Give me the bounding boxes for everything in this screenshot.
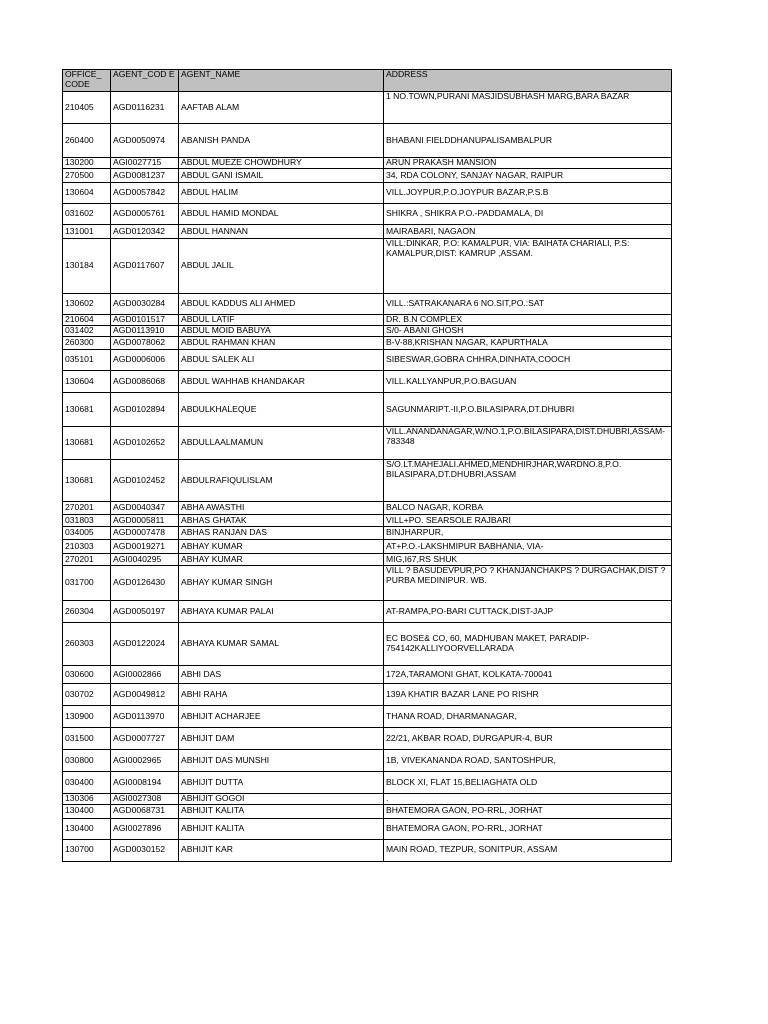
agent-code-cell: AGD0050974 [111, 124, 179, 158]
agent-code-cell: AGD0030152 [111, 839, 179, 861]
agent-name-cell: ABHIJIT DAS MUNSHI [179, 750, 384, 772]
office-code-cell: 031700 [63, 566, 111, 601]
office-code-cell: 130900 [63, 706, 111, 728]
address-cell: MIG,I67,RS SHUK [384, 554, 672, 566]
table-row [63, 460, 672, 502]
agent-name-cell: ABHI RAHA [179, 684, 384, 706]
agent-name-cell: ABHA AWASTHI [179, 502, 384, 515]
office-code-cell: 131001 [63, 225, 111, 239]
table-row [63, 804, 672, 818]
office-code-cell: 130604 [63, 371, 111, 393]
agent-code-cell: AGD0102452 [111, 460, 179, 502]
agent-name-cell: ABANISH PANDA [179, 124, 384, 158]
office-code-cell: 130681 [63, 393, 111, 427]
table-row [63, 527, 672, 540]
office-code-cell: 130602 [63, 294, 111, 315]
office-code-cell: 030600 [63, 666, 111, 684]
office-code-cell: 260300 [63, 337, 111, 350]
address-cell: 172A,TARAMONI GHAT, KOLKATA-700041 [384, 666, 672, 684]
agent-name-cell: ABDUL SALEK ALI [179, 350, 384, 371]
table-row [63, 566, 672, 601]
agent-code-cell: AGI0027308 [111, 794, 179, 805]
address-cell: 1B, VIVEKANANDA ROAD, SANTOSHPUR, [384, 750, 672, 772]
table-body [63, 92, 672, 862]
office-code-cell: 030400 [63, 772, 111, 794]
agent-name-cell: ABHAS GHATAK [179, 515, 384, 527]
table-row [63, 124, 672, 158]
agent-name-cell: ABDUL GANI ISMAIL [179, 169, 384, 183]
address-cell: VILL ? BASUDEVPUR,PO ? KHANJANCHAKPS ? DURGACHAK,DIST ? PURBA MEDINIPUR. WB. [384, 566, 672, 601]
table-row [63, 427, 672, 460]
agent-name-cell: ABHIJIT DUTTA [179, 772, 384, 794]
agent-code-cell: AGI0040295 [111, 554, 179, 566]
table-row [63, 515, 672, 527]
table-row [63, 818, 672, 839]
agent-name-cell: ABDUL WAHHAB KHANDAKAR [179, 371, 384, 393]
address-cell: EC BOSE& CO, 60, MADHUBAN MAKET, PARADIP-754142KALLIYOORVELLARADA [384, 623, 672, 666]
agent-name-cell: AAFTAB ALAM [179, 92, 384, 124]
agent-code-cell: AGD0126430 [111, 566, 179, 601]
agent-name-cell: ABHIJIT ACHARJEE [179, 706, 384, 728]
table-row [63, 225, 672, 239]
address-cell: MAIRABARI, NAGAON [384, 225, 672, 239]
address-cell: SAGUNMARIPT.-II,P.O.BILASIPARA,DT.DHUBRI [384, 393, 672, 427]
office-code-cell: 031402 [63, 326, 111, 337]
office-code-cell: 030800 [63, 750, 111, 772]
agent-code-cell: AGD0030284 [111, 294, 179, 315]
table-row [63, 684, 672, 706]
agent-name-cell: ABDUL HALIM [179, 183, 384, 204]
agent-table [62, 69, 672, 862]
table-row [63, 204, 672, 225]
agent-name-cell: ABDULRAFIQULISLAM [179, 460, 384, 502]
table-row [63, 540, 672, 554]
header-agent-code: AGENT_COD E [111, 70, 179, 92]
address-cell: BHATEMORA GAON, PO-RRL, JORHAT [384, 818, 672, 839]
address-cell: AT+P.O.-LAKSHMIPUR BABHANIA, VIA- [384, 540, 672, 554]
table-row [63, 183, 672, 204]
address-cell: S/0- ABANI GHOSH [384, 326, 672, 337]
agent-code-cell: AGD0005811 [111, 515, 179, 527]
agent-name-cell: ABHIJIT DAM [179, 728, 384, 750]
address-cell: BHATEMORA GAON, PO-RRL, JORHAT [384, 804, 672, 818]
address-cell: 139A KHATIR BAZAR LANE PO RISHR [384, 684, 672, 706]
table-row [63, 169, 672, 183]
agent-code-cell: AGD0040347 [111, 502, 179, 515]
table-row [63, 750, 672, 772]
agent-code-cell: AGD0113970 [111, 706, 179, 728]
table-row [63, 393, 672, 427]
agent-code-cell: AGD0116231 [111, 92, 179, 124]
address-cell: DR. B.N COMPLEX [384, 315, 672, 326]
address-cell: BALCO NAGAR, KORBA [384, 502, 672, 515]
agent-name-cell: ABDUL MOID BABUYA [179, 326, 384, 337]
table-row [63, 92, 672, 124]
agent-code-cell: AGD0057842 [111, 183, 179, 204]
office-code-cell: 130681 [63, 460, 111, 502]
table-row [63, 666, 672, 684]
header-address: ADDRESS [384, 70, 672, 92]
office-code-cell: 210604 [63, 315, 111, 326]
office-code-cell: 210405 [63, 92, 111, 124]
agent-name-cell: ABDULKHALEQUE [179, 393, 384, 427]
header-row [63, 70, 672, 92]
table-row [63, 772, 672, 794]
agent-code-cell: AGD0117607 [111, 239, 179, 294]
agent-name-cell: ABHAY KUMAR [179, 540, 384, 554]
header-office-code: OFFICE_ CODE [63, 70, 111, 92]
agent-name-cell: ABDUL RAHMAN KHAN [179, 337, 384, 350]
office-code-cell: 130400 [63, 818, 111, 839]
agent-code-cell: AGD0081237 [111, 169, 179, 183]
agent-code-cell: AGD0078062 [111, 337, 179, 350]
agent-code-cell: AGD0050197 [111, 601, 179, 623]
office-code-cell: 031500 [63, 728, 111, 750]
table-row [63, 326, 672, 337]
agent-name-cell: ABHAS RANJAN DAS [179, 527, 384, 540]
agent-name-cell: ABDUL HANNAN [179, 225, 384, 239]
address-cell: THANA ROAD, DHARMANAGAR, [384, 706, 672, 728]
address-cell: AT-RAMPA,PO-BARI CUTTACK,DIST-JAJP [384, 601, 672, 623]
agent-code-cell: AGD0102894 [111, 393, 179, 427]
address-cell: VILL.KALLYANPUR,P.O.BAGUAN [384, 371, 672, 393]
agent-code-cell: AGD0049812 [111, 684, 179, 706]
table-row [63, 239, 672, 294]
agent-code-cell: AGI0008194 [111, 772, 179, 794]
address-cell: VILL+PO. SEARSOLE RAJBARI [384, 515, 672, 527]
address-cell: 1 NO.TOWN,PURANI MASJIDSUBHASH MARG,BARA BAZAR [384, 92, 672, 124]
office-code-cell: 130604 [63, 183, 111, 204]
office-code-cell: 270201 [63, 554, 111, 566]
office-code-cell: 130200 [63, 158, 111, 169]
table-row [63, 839, 672, 861]
address-cell: VILL.:SATRAKANARA 6 NO.SIT,PO.:SAT [384, 294, 672, 315]
agent-code-cell: AGD0019271 [111, 540, 179, 554]
table-row [63, 502, 672, 515]
agent-name-cell: ABDUL LATIF [179, 315, 384, 326]
office-code-cell: 030702 [63, 684, 111, 706]
address-cell: BINJHARPUR, [384, 527, 672, 540]
agent-name-cell: ABHAY KUMAR SINGH [179, 566, 384, 601]
office-code-cell: 034005 [63, 527, 111, 540]
office-code-cell: 130184 [63, 239, 111, 294]
address-cell: S/O.LT.MAHEJALI.AHMED,MENDHIRJHAR,WARDNO.8,P.O. BILASIPARA,DT.DHUBRI,ASSAM [384, 460, 672, 502]
agent-name-cell: ABDULLAALMAMUN [179, 427, 384, 460]
address-cell: SIBESWAR,GOBRA CHHRA,DINHATA,COOCH [384, 350, 672, 371]
address-cell: VILL.JOYPUR,P.O.JOYPUR BAZAR,P.S.B [384, 183, 672, 204]
table-row [63, 728, 672, 750]
agent-code-cell: AGD0086068 [111, 371, 179, 393]
agent-name-cell: ABHAY KUMAR [179, 554, 384, 566]
office-code-cell: 031602 [63, 204, 111, 225]
table-row [63, 706, 672, 728]
table-row [63, 315, 672, 326]
agent-code-cell: AGD0006006 [111, 350, 179, 371]
agent-name-cell: ABDUL JALIL [179, 239, 384, 294]
agent-code-cell: AGI0027896 [111, 818, 179, 839]
agent-name-cell: ABHIJIT KALITA [179, 818, 384, 839]
office-code-cell: 270201 [63, 502, 111, 515]
office-code-cell: 270500 [63, 169, 111, 183]
address-cell: SHIKRA , SHIKRA P.O.-PADDAMALA, DI [384, 204, 672, 225]
office-code-cell: 035101 [63, 350, 111, 371]
agent-code-cell: AGD0102652 [111, 427, 179, 460]
agent-code-cell: AGD0007727 [111, 728, 179, 750]
office-code-cell: 130700 [63, 839, 111, 861]
address-cell: MAIN ROAD, TEZPUR, SONITPUR, ASSAM [384, 839, 672, 861]
agent-code-cell: AGD0120342 [111, 225, 179, 239]
office-code-cell: 260303 [63, 623, 111, 666]
agent-name-cell: ABDUL KADDUS ALI AHMED [179, 294, 384, 315]
address-cell: ARUN PRAKASH MANSION [384, 158, 672, 169]
office-code-cell: 210303 [63, 540, 111, 554]
table-row [63, 623, 672, 666]
address-cell: 34, RDA COLONY, SANJAY NAGAR, RAIPUR [384, 169, 672, 183]
address-cell: VILL:DINKAR, P.O: KAMALPUR, VIA: BAIHATA CHARIALI, P.S: KAMALPUR,DIST: KAMRUP ,ASSAM. [384, 239, 672, 294]
header-agent-name: AGENT_NAME [179, 70, 384, 92]
agent-code-cell: AGI0002965 [111, 750, 179, 772]
agent-name-cell: ABHI DAS [179, 666, 384, 684]
office-code-cell: 260400 [63, 124, 111, 158]
agent-code-cell: AGD0005761 [111, 204, 179, 225]
agent-name-cell: ABHIJIT KALITA [179, 804, 384, 818]
agent-code-cell: AGD0068731 [111, 804, 179, 818]
address-cell: . [384, 794, 672, 805]
agent-name-cell: ABHIJIT KAR [179, 839, 384, 861]
agent-name-cell: ABHIJIT GOGOI [179, 794, 384, 805]
table-row [63, 371, 672, 393]
table-row [63, 158, 672, 169]
office-code-cell: 260304 [63, 601, 111, 623]
agent-code-cell: AGD0101517 [111, 315, 179, 326]
address-cell: BLOCK XI, FLAT 15,BELIAGHATA OLD [384, 772, 672, 794]
agent-name-cell: ABDUL MUEZE CHOWDHURY [179, 158, 384, 169]
agent-code-cell: AGD0113910 [111, 326, 179, 337]
table-row [63, 350, 672, 371]
agent-name-cell: ABDUL HAMID MONDAL [179, 204, 384, 225]
table-row [63, 601, 672, 623]
agent-name-cell: ABHAYA KUMAR SAMAL [179, 623, 384, 666]
office-code-cell: 130400 [63, 804, 111, 818]
agent-code-cell: AGD0122024 [111, 623, 179, 666]
address-cell: B-V-88,KRISHAN NAGAR, KAPURTHALA [384, 337, 672, 350]
agent-code-cell: AGI0027715 [111, 158, 179, 169]
agent-name-cell: ABHAYA KUMAR PALAI [179, 601, 384, 623]
office-code-cell: 130681 [63, 427, 111, 460]
address-cell: BHABANI FIELDDHANUPALISAMBALPUR [384, 124, 672, 158]
table-row [63, 794, 672, 805]
office-code-cell: 130306 [63, 794, 111, 805]
agent-code-cell: AGI0002866 [111, 666, 179, 684]
table-row [63, 294, 672, 315]
address-cell: VILL.ANANDANAGAR,W/NO.1,P.O.BILASIPARA,DIST.DHUBRI,ASSAM-783348 [384, 427, 672, 460]
address-cell: 22/21, AKBAR ROAD, DURGAPUR-4, BUR [384, 728, 672, 750]
table-row [63, 554, 672, 566]
table-row [63, 337, 672, 350]
agent-code-cell: AGD0007478 [111, 527, 179, 540]
office-code-cell: 031803 [63, 515, 111, 527]
